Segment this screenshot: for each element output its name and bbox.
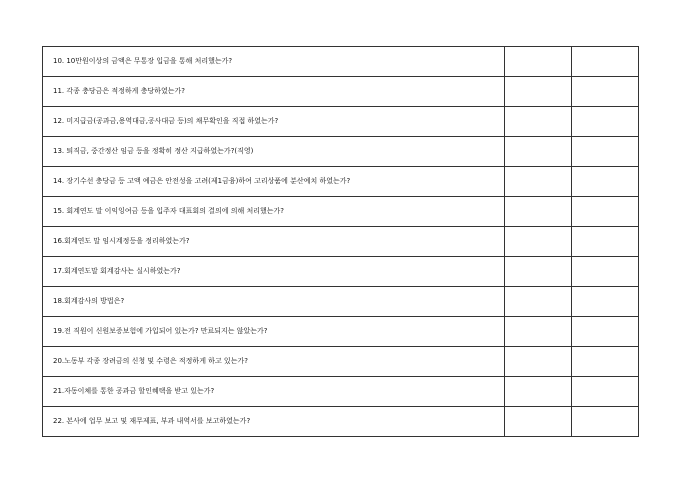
answer-cell[interactable] <box>505 227 572 257</box>
answer-cell[interactable] <box>505 47 572 77</box>
remarks-cell[interactable] <box>572 287 639 317</box>
question-cell: 16.회계연도 말 임시계정등을 정리하였는가? <box>43 227 505 257</box>
remarks-cell[interactable] <box>572 77 639 107</box>
table-row <box>43 167 639 197</box>
table-row <box>43 317 639 347</box>
remarks-cell[interactable] <box>572 317 639 347</box>
remarks-cell[interactable] <box>572 197 639 227</box>
remarks-cell[interactable] <box>572 377 639 407</box>
remarks-cell[interactable] <box>572 47 639 77</box>
table-row <box>43 407 639 437</box>
question-cell: 13. 퇴직금, 중간정산 임금 등을 정확히 정산 지급하였는가?(직영) <box>43 137 505 167</box>
remarks-cell[interactable] <box>572 107 639 137</box>
answer-cell[interactable] <box>505 257 572 287</box>
table-row <box>43 287 639 317</box>
table-row <box>43 107 639 137</box>
remarks-cell[interactable] <box>572 137 639 167</box>
remarks-cell[interactable] <box>572 227 639 257</box>
question-cell: 12. 미지급금(공과금,용역대금,공사대금 등)의 채무확인을 직접 하였는가? <box>43 107 505 137</box>
answer-cell[interactable] <box>505 167 572 197</box>
answer-cell[interactable] <box>505 407 572 437</box>
question-cell: 19.전 직원이 신원보증보험에 가입되어 있는가? 만료되지는 않았는가? <box>43 317 505 347</box>
answer-cell[interactable] <box>505 107 572 137</box>
checklist-body <box>43 47 639 437</box>
question-cell: 22. 본사에 업무 보고 및 재무제표, 부과 내역서를 보고하였는가? <box>43 407 505 437</box>
remarks-cell[interactable] <box>572 407 639 437</box>
table-row <box>43 137 639 167</box>
question-cell: 17.회계연도말 회계감사는 실시하였는가? <box>43 257 505 287</box>
question-cell: 15. 회계연도 말 이익잉여금 등을 입주자 대표회의 결의에 의해 처리했는가? <box>43 197 505 227</box>
answer-cell[interactable] <box>505 347 572 377</box>
question-cell: 14. 장기수선 충당금 등 고액 예금은 안전성을 고려(제1금융)하여 고리상품에 분산예치 하였는가? <box>43 167 505 197</box>
answer-cell[interactable] <box>505 377 572 407</box>
table-row <box>43 77 639 107</box>
question-cell: 18.회계감사의 방법은? <box>43 287 505 317</box>
table-row <box>43 347 639 377</box>
answer-cell[interactable] <box>505 317 572 347</box>
remarks-cell[interactable] <box>572 347 639 377</box>
remarks-cell[interactable] <box>572 257 639 287</box>
table-row <box>43 257 639 287</box>
checklist-table <box>42 46 639 437</box>
question-cell: 11. 각종 충당금은 적정하게 충당하였는가? <box>43 77 505 107</box>
answer-cell[interactable] <box>505 287 572 317</box>
table-row <box>43 377 639 407</box>
question-cell: 10. 10만원이상의 금액은 무통장 입금을 통해 처리했는가? <box>43 47 505 77</box>
table-row <box>43 47 639 77</box>
question-cell: 20.노동부 각종 장려금의 신청 및 수령은 적정하게 하고 있는가? <box>43 347 505 377</box>
table-row <box>43 227 639 257</box>
remarks-cell[interactable] <box>572 167 639 197</box>
question-cell: 21.자동이체를 통한 공과금 할인혜택을 받고 있는가? <box>43 377 505 407</box>
table-row <box>43 197 639 227</box>
answer-cell[interactable] <box>505 77 572 107</box>
answer-cell[interactable] <box>505 197 572 227</box>
answer-cell[interactable] <box>505 137 572 167</box>
